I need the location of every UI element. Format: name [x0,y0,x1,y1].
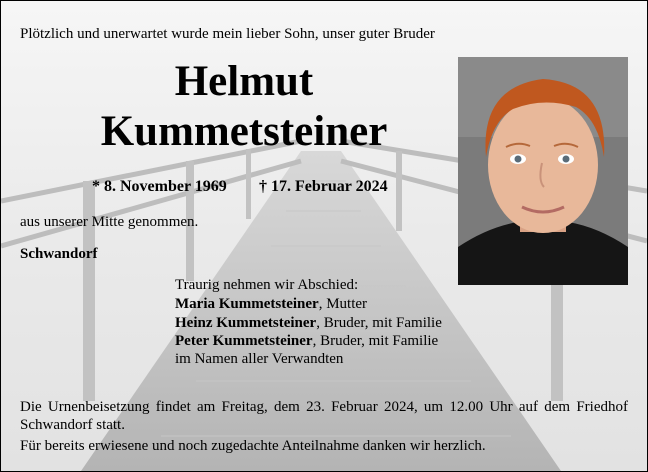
death-date: † 17. Februar 2024 [259,178,388,195]
mourner-name: Peter Kummetsteiner [175,333,313,349]
deceased-last-name: Kummetsteiner [100,108,388,155]
mourner-line [175,315,442,332]
mourner-line [175,296,367,313]
mourner-relation: , Bruder, mit Familie [312,333,439,349]
deceased-first-name: Helmut [174,58,314,105]
mourner-name: Heinz Kummetsteiner [175,315,317,331]
farewell-text: Traurig nehmen wir Abschied: [175,277,359,293]
birth-date: * 8. November 1969 [92,178,227,195]
thanks-text: Für bereits erwiesene und noch zugedachte Anteilnahme danken wir herzlich. [20,438,486,454]
mourner-relation: , Bruder, mit Familie [316,315,442,331]
mourner-line [175,333,438,350]
intro-text: Plötzlich und unerwartet wurde mein lieber Sohn, unser guter Bruder [20,26,435,42]
town-name: Schwandorf [20,246,98,262]
funeral-info: Die Urnenbeisetzung findet am Freitag, dem 23. Februar 2024, um 12.00 Uhr auf dem Friedhof Schwandorf statt. [20,399,628,433]
mourner-relation: , Mutter [318,296,368,312]
relatives-text: im Namen aller Verwandten [175,351,344,367]
portrait-photo [458,57,628,285]
taken-text: aus unserer Mitte genommen. [20,214,199,230]
mourner-name: Maria Kummetsteiner [175,296,319,312]
